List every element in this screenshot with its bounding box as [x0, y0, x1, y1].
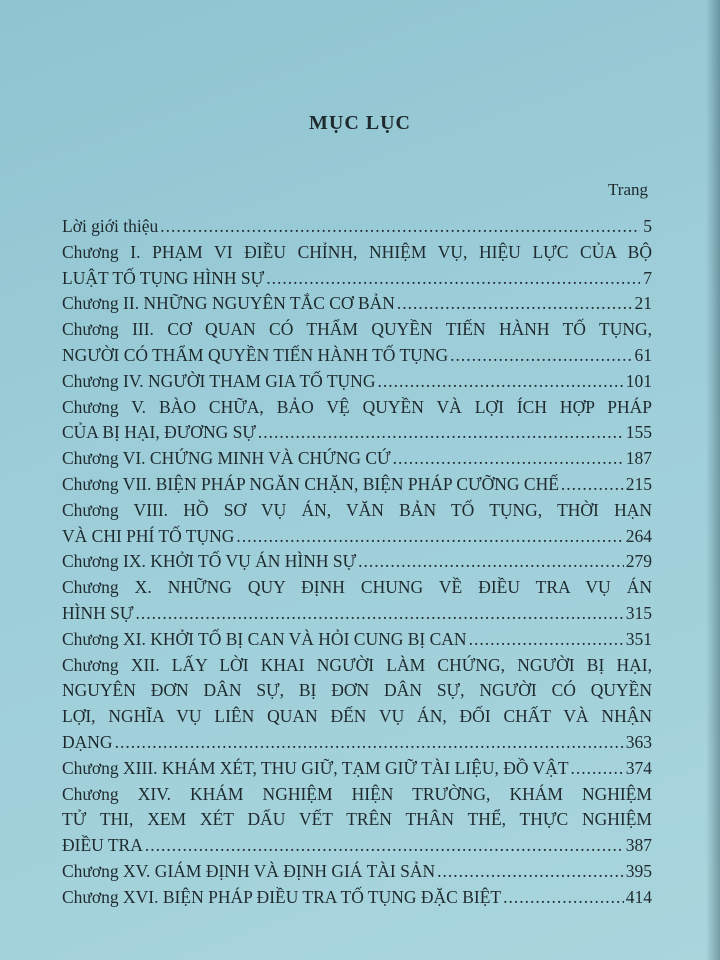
toc-entry [62, 756, 652, 782]
dot-leader [450, 343, 632, 369]
page-column-label: Trang [608, 180, 648, 199]
dot-leader [258, 420, 624, 446]
toc-entry-line [62, 343, 652, 369]
toc-entry-title: LUẬT TỐ TỤNG HÌNH SỰ [62, 267, 265, 288]
toc-entry [62, 885, 652, 911]
toc-entry-line [62, 885, 652, 911]
toc-entry-line [62, 291, 652, 317]
toc-entry-line [62, 524, 652, 550]
toc-page-number: 101 [625, 370, 652, 391]
toc-page-number: 215 [625, 473, 652, 494]
dot-leader [377, 369, 623, 395]
toc-page-number: 61 [634, 344, 652, 365]
dot-leader [571, 756, 624, 782]
toc-page-number: 21 [634, 293, 652, 314]
toc-page-number: 155 [625, 422, 652, 443]
toc-entry-line [62, 395, 652, 421]
toc-entry-line [62, 756, 652, 782]
toc-entry-title: Chương VIII. HỒ SƠ VỤ ÁN, VĂN BẢN TỐ TỤNG, THỜI HẠN [62, 499, 652, 520]
dot-leader [236, 524, 623, 550]
toc-entry-line [62, 601, 652, 627]
toc-entry-line [62, 833, 652, 859]
toc-entry [62, 214, 652, 240]
toc-entry-line [62, 266, 652, 292]
toc-entry-title: Chương I. PHẠM VI ĐIỀU CHỈNH, NHIỆM VỤ, HIỆU LỰC CỦA BỘ [62, 241, 652, 262]
toc-page-number: 5 [643, 216, 652, 236]
dot-leader [503, 885, 624, 911]
toc-entry-title: Chương XIII. KHÁM XÉT, THU GIỮ, TẠM GIỮ TÀI LIỆU, ĐỒ VẬT [62, 757, 569, 778]
dot-leader [469, 627, 624, 653]
dot-leader [266, 266, 640, 292]
toc-entry-line [62, 549, 652, 575]
toc-entry-title: Chương XIV. KHÁM NGHIỆM HIỆN TRƯỜNG, KHÁM NGHIỆM [62, 783, 652, 804]
table-of-contents [62, 214, 652, 911]
toc-entry-title: Lời giới thiệu [62, 216, 159, 236]
toc-entry [62, 782, 652, 859]
toc-entry-line [62, 420, 652, 446]
toc-entry [62, 653, 652, 756]
toc-entry-title: DẠNG [62, 731, 113, 752]
toc-entry [62, 369, 652, 395]
toc-page-number: 351 [625, 628, 652, 649]
toc-entry-line [62, 859, 652, 885]
dot-leader [393, 446, 624, 472]
toc-entry-line [62, 627, 652, 653]
toc-page-number: 395 [625, 860, 652, 881]
toc-entry [62, 317, 652, 369]
dot-leader [115, 730, 624, 756]
dot-leader [135, 601, 623, 627]
toc-entry [62, 240, 652, 292]
dot-leader [397, 291, 633, 317]
toc-entry-title: Chương XV. GIÁM ĐỊNH VÀ ĐỊNH GIÁ TÀI SẢN [62, 860, 436, 881]
toc-entry-line [62, 498, 652, 524]
dot-leader [160, 214, 640, 240]
toc-entry-title: Chương IV. NGƯỜI THAM GIA TỐ TỤNG [62, 370, 376, 391]
toc-entry-title: VÀ CHI PHÍ TỐ TỤNG [62, 525, 235, 546]
toc-entry [62, 446, 652, 472]
toc-page-number: 414 [625, 886, 652, 907]
toc-page-number: 264 [625, 525, 652, 546]
toc-entry [62, 472, 652, 498]
toc-entry-line [62, 472, 652, 498]
toc-page-number: 387 [625, 835, 652, 856]
toc-entry [62, 859, 652, 885]
toc-entry-title: LỢI, NGHĨA VỤ LIÊN QUAN ĐẾN VỤ ÁN, ĐỐI CHẤT VÀ NHẬN [62, 706, 652, 727]
toc-page-number: 7 [643, 267, 652, 288]
toc-entry-line [62, 446, 652, 472]
toc-entry-line [62, 575, 652, 601]
toc-entry [62, 549, 652, 575]
toc-entry [62, 627, 652, 653]
toc-page-number: 279 [625, 551, 652, 572]
toc-entry-line [62, 807, 652, 833]
toc-entry-line [62, 317, 652, 343]
toc-entry [62, 291, 652, 317]
toc-entry-title: Chương II. NHỮNG NGUYÊN TẮC CƠ BẢN [62, 293, 395, 314]
toc-entry-title: NGUYÊN ĐƠN DÂN SỰ, BỊ ĐƠN DÂN SỰ, NGƯỜI CÓ QUYỀN [62, 680, 652, 701]
toc-page-number: 374 [625, 757, 652, 778]
dot-leader [358, 549, 624, 575]
toc-entry-title: Chương VI. CHỨNG MINH VÀ CHỨNG CỨ [62, 448, 391, 469]
toc-entry-title: HÌNH SỰ [62, 602, 134, 623]
toc-entry-title: Chương III. CƠ QUAN CÓ THẨM QUYỀN TIẾN HÀNH TỐ TỤNG, [62, 319, 652, 340]
page-title: MỤC LỤC [309, 112, 411, 134]
toc-entry-title: ĐIỀU TRA [62, 835, 143, 856]
toc-entry [62, 395, 652, 447]
toc-entry-title: Chương VII. BIỆN PHÁP NGĂN CHẶN, BIỆN PHÁP CƯỠNG CHẾ [62, 473, 559, 494]
toc-entry-line [62, 678, 652, 704]
toc-entry [62, 498, 652, 550]
toc-entry-title: Chương XVI. BIỆN PHÁP ĐIỀU TRA TỐ TỤNG ĐẶC BIỆT [62, 886, 502, 907]
toc-entry-title: Chương XI. KHỞI TỐ BỊ CAN VÀ HỎI CUNG BỊ CAN [62, 628, 467, 649]
toc-page-number: 187 [625, 448, 652, 469]
toc-entry-title: NGƯỜI CÓ THẨM QUYỀN TIẾN HÀNH TỐ TỤNG [62, 344, 449, 365]
toc-entry [62, 575, 652, 627]
toc-entry-line [62, 704, 652, 730]
toc-entry-title: Chương IX. KHỞI TỐ VỤ ÁN HÌNH SỰ [62, 551, 357, 572]
dot-leader [437, 859, 624, 885]
toc-entry-title: CỦA BỊ HẠI, ĐƯƠNG SỰ [62, 422, 256, 443]
toc-entry-title: Chương V. BÀO CHỮA, BẢO VỆ QUYỀN VÀ LỢI ÍCH HỢP PHÁP [62, 396, 652, 417]
toc-entry-line [62, 653, 652, 679]
toc-entry-title: Chương XII. LẤY LỜI KHAI NGƯỜI LÀM CHỨNG, NGƯỜI BỊ HẠI, [62, 654, 652, 675]
page-edge-shadow [706, 0, 720, 960]
toc-entry-line [62, 240, 652, 266]
toc-page-number: 315 [625, 602, 652, 623]
toc-entry-title: Chương X. NHỮNG QUY ĐỊNH CHUNG VỀ ĐIỀU TRA VỤ ÁN [62, 577, 652, 598]
toc-entry-line [62, 782, 652, 808]
toc-page-number: 363 [625, 731, 652, 752]
dot-leader [561, 472, 624, 498]
toc-entry-line [62, 369, 652, 395]
toc-entry-line [62, 214, 652, 240]
toc-entry-title: TỬ THI, XEM XÉT DẤU VẾT TRÊN THÂN THỂ, THỰC NGHIỆM [62, 809, 652, 830]
dot-leader [145, 833, 624, 859]
toc-entry-line [62, 730, 652, 756]
